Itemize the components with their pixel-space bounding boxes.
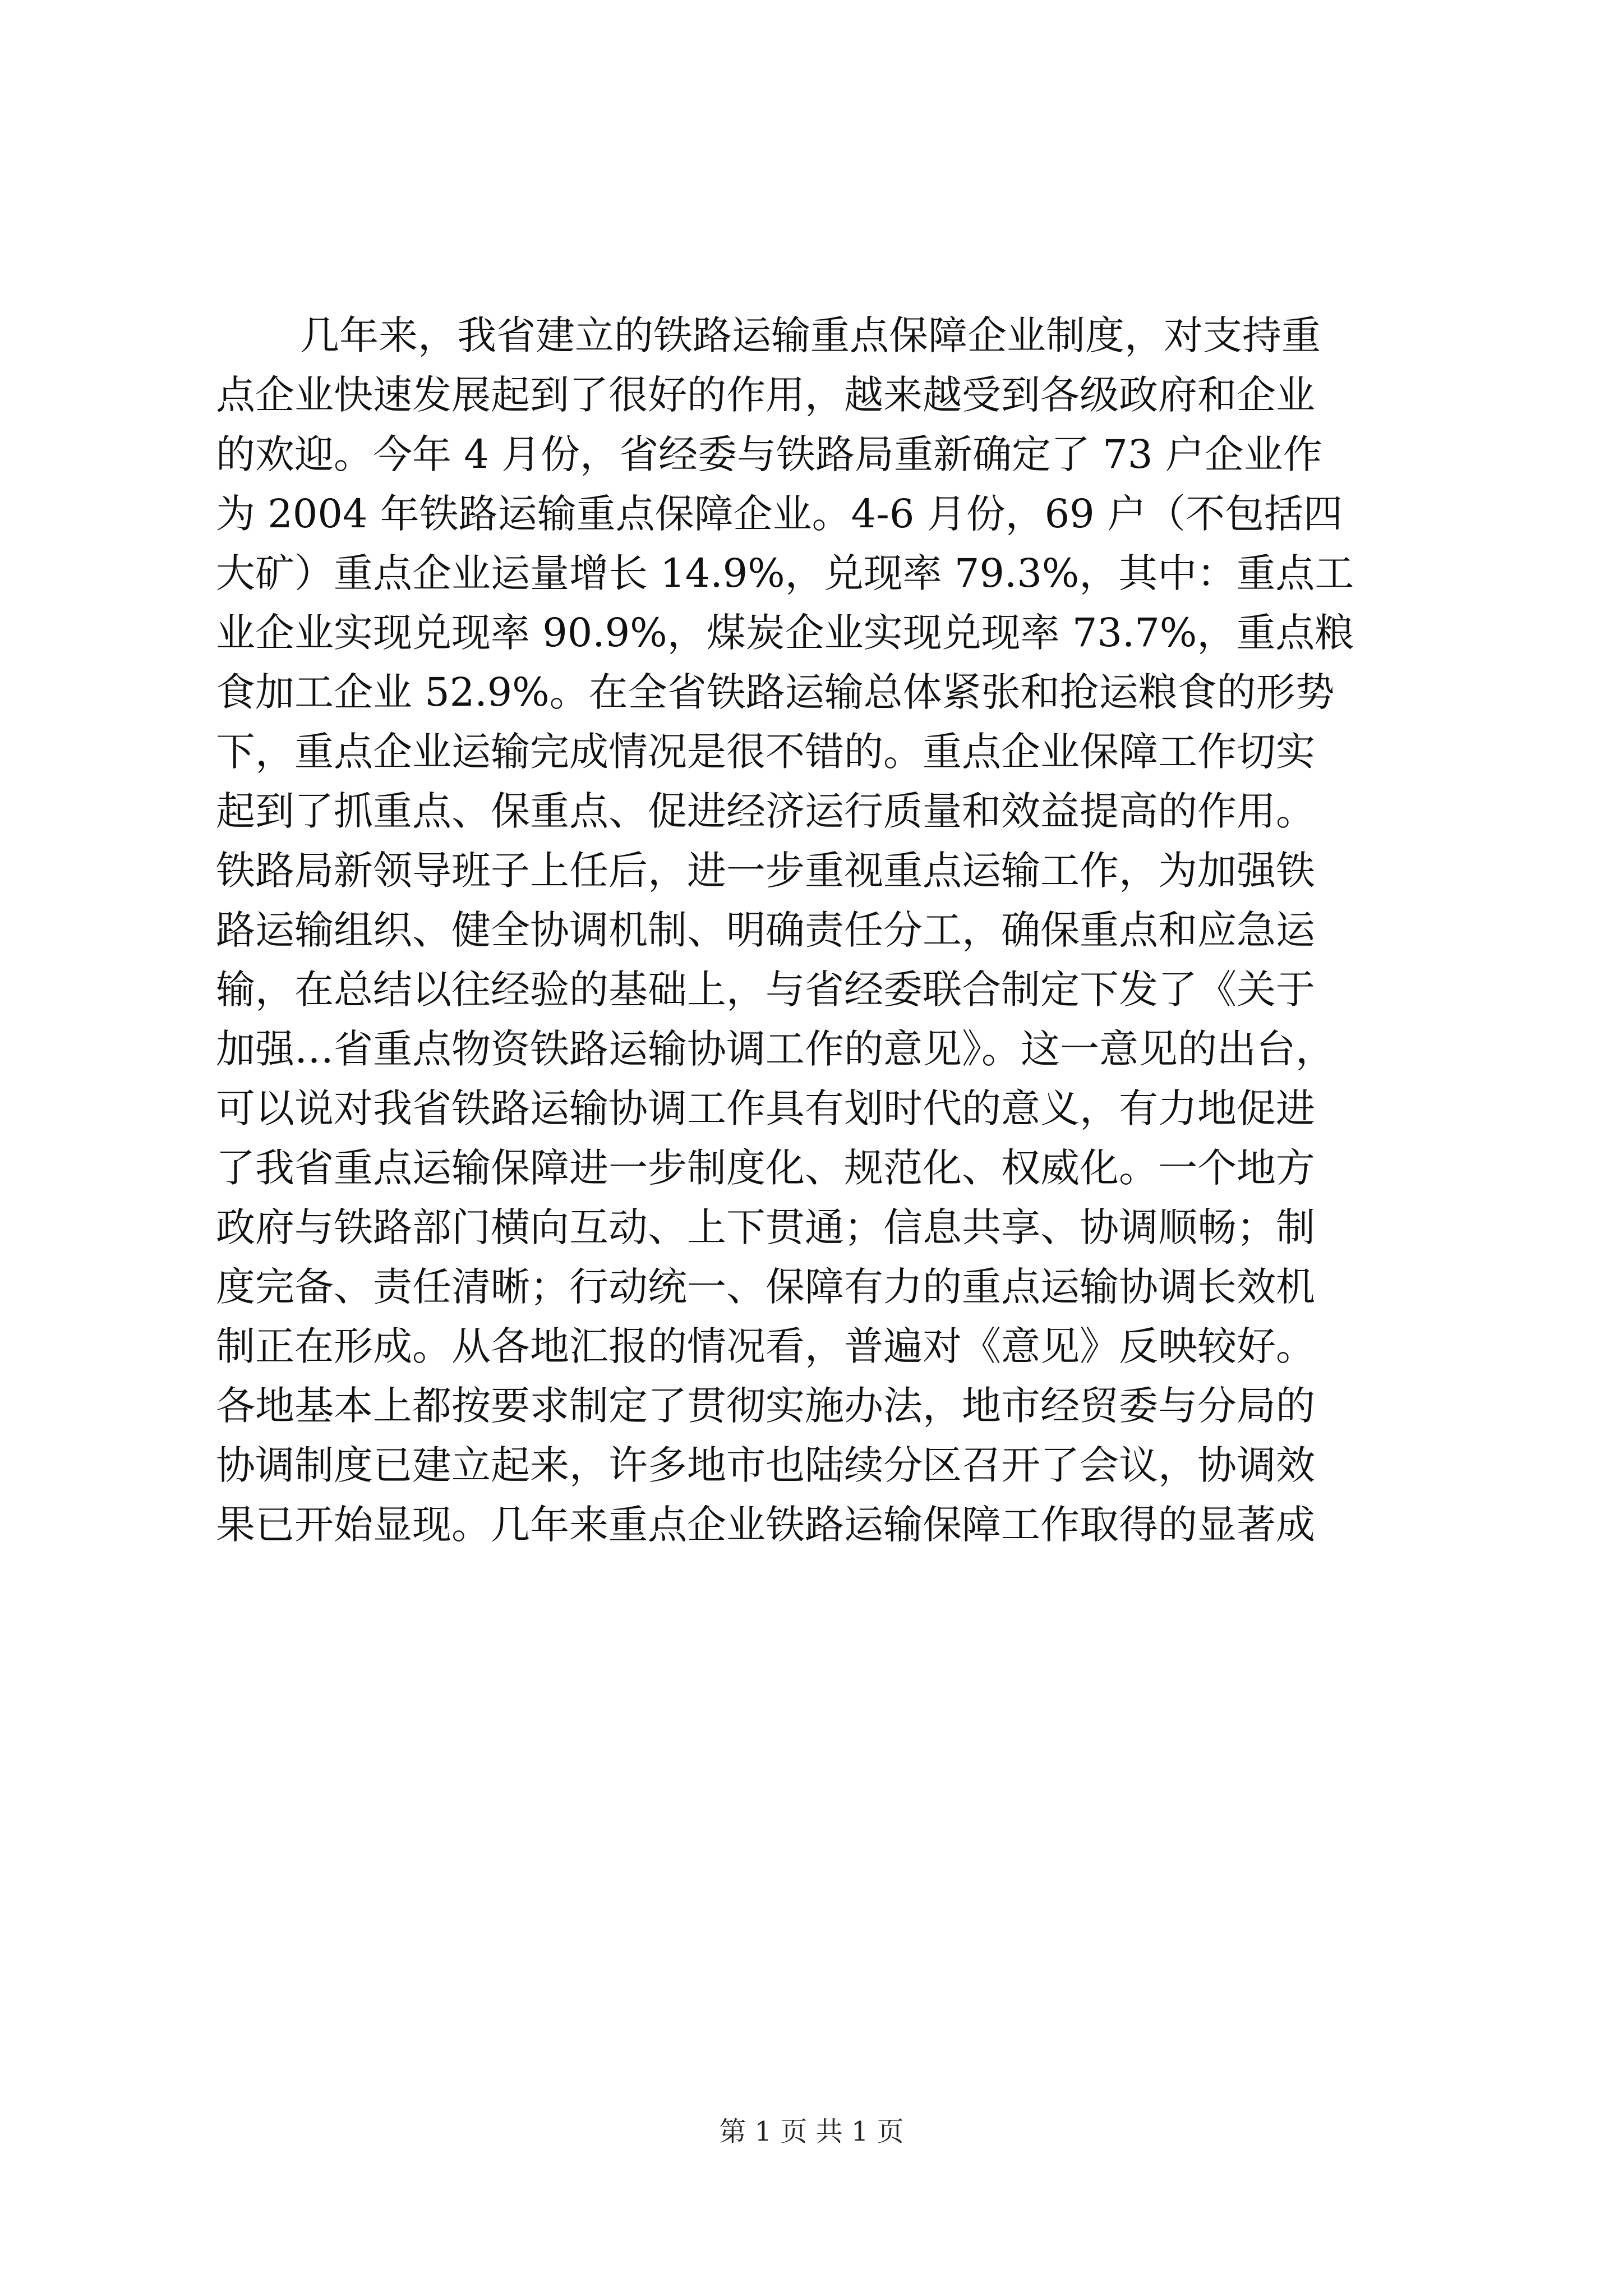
page-number-label: 第 1 页 共 1 页: [719, 2116, 904, 2147]
paragraph-line: 几年来，我省建立的铁路运输重点保障企业制度，对支持重: [300, 312, 1321, 358]
paragraph-line: 输，在总结以往经验的基础上，与省经委联合制定下发了《关于: [216, 967, 1315, 1013]
paragraph-line: 了我省重点运输保障进一步制度化、规范化、权威化。一个地方: [216, 1145, 1315, 1191]
page-footer: [0, 2115, 1623, 2148]
paragraph-line: 可以说对我省铁路运输协调工作具有划时代的意义，有力地促进: [216, 1085, 1315, 1131]
paragraph-line: 点企业快速发展起到了很好的作用，越来越受到各级政府和企业: [216, 372, 1315, 418]
paragraph-line: 下，重点企业运输完成情况是很不错的。重点企业保障工作切实: [216, 729, 1315, 775]
paragraph-line: 业企业实现兑现率 90.9%，煤炭企业实现兑现率 73.7%，重点粮: [216, 610, 1354, 656]
paragraph-line: 为 2004 年铁路运输重点保障企业。4-6 月份，69 户（不包括四: [216, 491, 1343, 537]
paragraph-line: 起到了抓重点、保重点、促进经济运行质量和效益提高的作用。: [216, 788, 1315, 834]
paragraph-line: 食加工企业 52.9%。在全省铁路运输总体紧张和抢运粮食的形势: [216, 669, 1335, 715]
body-paragraph: [216, 306, 1424, 1554]
paragraph-line: 各地基本上都按要求制定了贯彻实施办法，地市经贸委与分局的: [216, 1383, 1315, 1429]
paragraph-line: 协调制度已建立起来，许多地市也陆续分区召开了会议，协调效: [216, 1442, 1315, 1488]
paragraph-line: 制正在形成。从各地汇报的情况看，普遍对《意见》反映较好。: [216, 1323, 1315, 1369]
paragraph-line: 度完备、责任清晰；行动统一、保障有力的重点运输协调长效机: [216, 1264, 1315, 1310]
paragraph-line: 加强…省重点物资铁路运输协调工作的意见》。这一意见的出台，: [216, 1026, 1335, 1072]
paragraph-line: 果已开始显现。几年来重点企业铁路运输保障工作取得的显著成: [216, 1502, 1315, 1548]
paragraph-line: 的欢迎。今年 4 月份，省经委与铁路局重新确定了 73 户企业作: [216, 431, 1322, 477]
paragraph-line: 铁路局新领导班子上任后，进一步重视重点运输工作，为加强铁: [216, 848, 1315, 894]
paragraph-line: 路运输组织、健全协调机制、明确责任分工，确保重点和应急运: [216, 907, 1315, 953]
paragraph-line: 大矿）重点企业运量增长 14.9%，兑现率 79.3%，其中：重点工: [216, 550, 1354, 596]
paragraph-line: 政府与铁路部门横向互动、上下贯通；信息共享、协调顺畅；制: [216, 1204, 1315, 1250]
